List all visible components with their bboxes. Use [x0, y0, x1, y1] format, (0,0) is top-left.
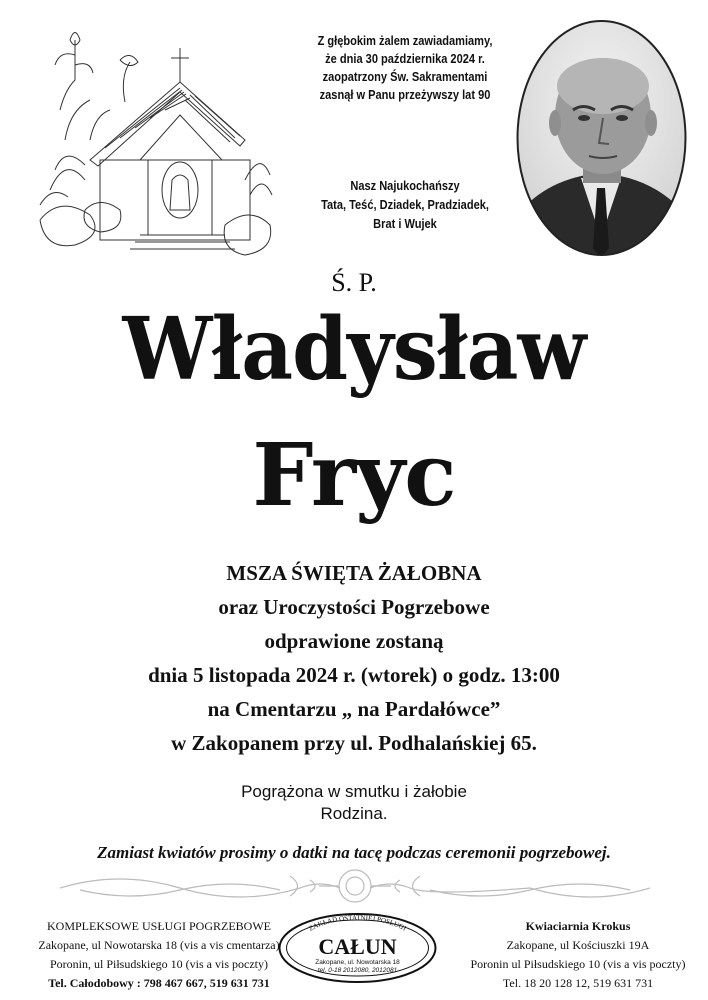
- relation-line: Tata, Teść, Dziadek, Pradziadek,: [321, 197, 489, 212]
- funeral-home-info: [14, 917, 304, 993]
- chapel-sketch-illustration: [30, 20, 275, 270]
- ceremony-line: odprawione zostaną: [264, 629, 444, 653]
- in-memoriam-prefix: Ś. P.: [331, 268, 377, 297]
- intro-line: Z głębokim żalem zawiadamiamy,: [317, 33, 493, 48]
- florist-address: Zakopane, ul Kościuszki 19A: [506, 938, 650, 952]
- family-relations-text: [316, 176, 495, 233]
- calun-logo: [275, 910, 440, 985]
- ceremony-line: dnia 5 listopada 2024 r. (wtorek) o godz. 13:00: [148, 663, 560, 687]
- logo-phone: tel. 0-18 2012080, 2012081: [317, 967, 398, 974]
- relation-line: Brat i Wujek: [373, 216, 437, 231]
- family-line: Rodzina.: [320, 804, 388, 823]
- florist-phone: Tel. 18 20 128 12, 519 631 731: [502, 976, 654, 990]
- portrait-photo: [515, 18, 688, 258]
- deceased-last-name: Fryc: [252, 425, 456, 526]
- deceased-first-name: Władysław: [122, 299, 586, 400]
- ceremony-line: MSZA ŚWIĘTA ŻAŁOBNA: [226, 561, 482, 585]
- ornament-divider: [60, 866, 650, 906]
- ceremony-line: na Cmentarzu „ na Pardałówce”: [207, 697, 501, 721]
- death-announcement-text: [316, 32, 495, 104]
- logo-address: Zakopane, ul. Nowotarska 18: [315, 959, 400, 966]
- funeral-home-address: Poronin, ul Piłsudskiego 10 (vis a vis poczty): [50, 957, 268, 971]
- relation-line: Nasz Najukochańszy: [350, 178, 460, 193]
- florist-address: Poronin ul Piłsudskiego 10 (vis a vis poczty): [470, 957, 686, 971]
- intro-line: że dnia 30 października 2024 r.: [325, 51, 485, 66]
- florist-info: [454, 917, 702, 993]
- funeral-home-address: Zakopane, ul Nowotarska 18 (vis a vis cmentarza): [38, 938, 280, 952]
- intro-line: zasnął w Panu przeżywszy lat 90: [319, 87, 491, 102]
- ceremony-line: w Zakopanem przy ul. Podhalańskiej 65.: [171, 731, 537, 755]
- intro-line: zaopatrzony Św. Sakramentami: [322, 69, 488, 84]
- family-signature: [0, 781, 708, 825]
- family-line: Pogrążona w smutku i żałobie: [241, 782, 467, 801]
- logo-name: CAŁUN: [318, 934, 397, 959]
- ceremony-details: [0, 556, 708, 760]
- florist-title: Kwiaciarnia Krokus: [525, 919, 631, 933]
- ceremony-line: oraz Uroczystości Pogrzebowe: [218, 595, 490, 619]
- funeral-home-phone: Tel. Całodobowy : 798 467 667, 519 631 731: [48, 976, 270, 990]
- logo-arc-text: ZAKŁAD OSTATNIEJ POSŁUGI: [307, 913, 408, 933]
- donation-request: Zamiast kwiatów prosimy o datki na tacę podczas ceremonii pogrzebowej.: [97, 843, 611, 862]
- funeral-home-title: KOMPLEKSOWE USŁUGI POGRZEBOWE: [47, 919, 271, 933]
